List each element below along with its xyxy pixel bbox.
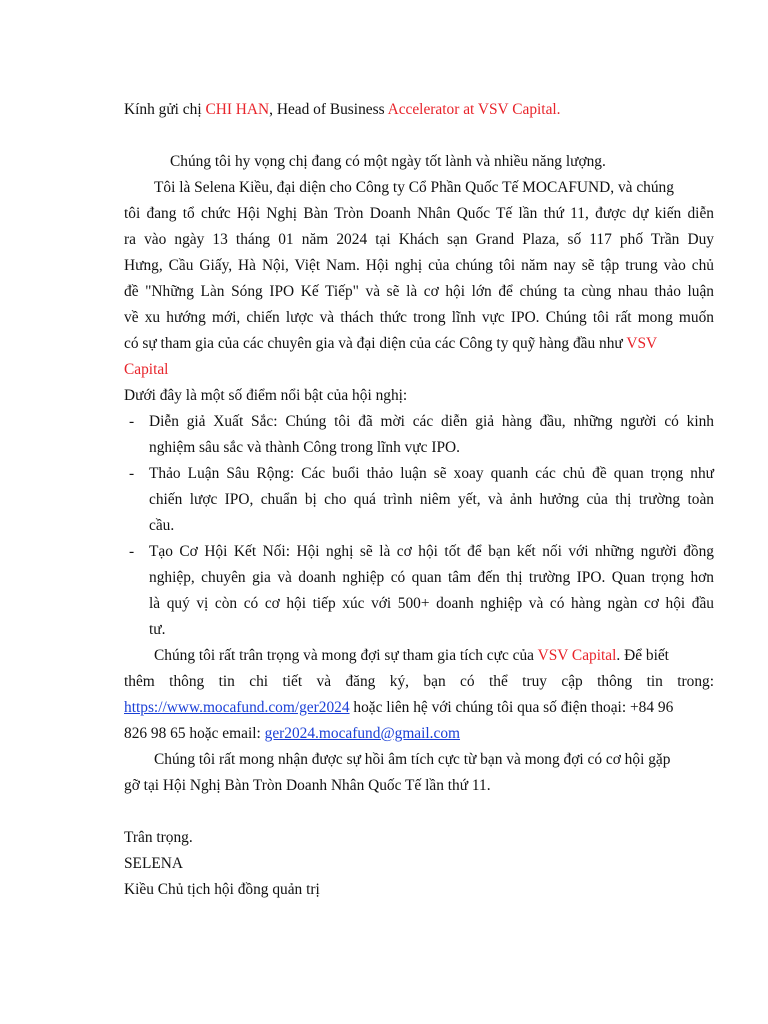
bullet-3-line-1: Tạo Cơ Hội Kết Nối: Hội nghị sẽ là cơ hội tốt để bạn kết nối với những người đồng [149, 543, 714, 560]
website-link[interactable]: https://www.mocafund.com/ger2024 [124, 699, 350, 716]
email-link[interactable]: ger2024.mocafund@gmail.com [264, 725, 461, 742]
bullet-1-line-2: nghiệm sâu sắc và thành Công trong lĩnh vực IPO. [149, 439, 460, 456]
intro-line-4: Hưng, Cầu Giấy, Hà Nội, Việt Nam. Hội nghị của chúng tôi năm nay sẽ tập trung vào chủ [124, 257, 714, 274]
signer-title: Kiều Chủ tịch hội đồng quản trị [124, 881, 320, 898]
contact-line-4 [124, 724, 460, 744]
bullet-3-line-3: là quý vị còn có cơ hội tiếp xúc với 500+ doanh nghiệp và có hàng ngàn cơ hội đầu [149, 595, 714, 612]
intro-line-1: Tôi là Selena Kiều, đại diện cho Công ty Cổ Phần Quốc Tế MOCAFUND, và chúng [154, 179, 674, 196]
intro-line-2: tôi đang tổ chức Hội Nghị Bàn Tròn Doanh Nhân Quốc Tế lần thứ 11, được dự kiến diễn [124, 205, 714, 222]
recipient-name: CHI HAN [205, 101, 270, 118]
contact-line-3 [124, 698, 673, 718]
contact-line-1-text: Chúng tôi rất trân trọng và mong đợi sự tham gia tích cực của [154, 647, 538, 664]
closing-line-2: gỡ tại Hội Nghị Bàn Tròn Doanh Nhân Quốc Tế lần thứ 11. [124, 777, 491, 794]
intro-line-3: ra vào ngày 13 tháng 01 năm 2024 tại Khách sạn Grand Plaza, số 117 phố Trần Duy [124, 231, 714, 248]
intro-line-7-text: có sự tham gia của các chuyên gia và đại diện của các Công ty quỹ hàng đầu như [124, 335, 627, 352]
intro-capital: Capital [124, 361, 169, 378]
contact-vsv-capital: VSV Capital [537, 647, 617, 664]
bullet-2-line-3: cầu. [149, 517, 175, 534]
bullet-3-line-2: nghiệp, chuyên gia và doanh nghiệp có quan tâm đến thị trường IPO. Quan trọng hơn [149, 569, 714, 586]
bullet-dash-3: - [129, 543, 135, 560]
bullet-dash-1: - [129, 413, 135, 430]
highlights-intro: Dưới đây là một số điểm nổi bật của hội nghị: [124, 387, 408, 404]
intro-line-7 [124, 334, 657, 354]
signer-name: SELENA [124, 855, 183, 872]
greeting-middle: , Head of Business [269, 101, 388, 118]
regards: Trân trọng. [124, 829, 193, 846]
contact-line-3-text: hoặc liên hệ với chúng tôi qua số điện thoại: +84 96 [349, 699, 674, 716]
contact-line-1-end: . Để biết [616, 647, 669, 664]
bullet-2-line-1: Thảo Luận Sâu Rộng: Các buổi thảo luận sẽ xoay quanh các chủ đề quan trọng như [149, 465, 714, 482]
intro-line-5: đề "Những Làn Sóng IPO Kế Tiếp" và sẽ là cơ hội lớn để chúng ta cùng nhau thảo luận [124, 283, 714, 300]
greeting-prefix: Kính gửi chị [124, 101, 206, 118]
closing-line-1: Chúng tôi rất mong nhận được sự hồi âm tích cực từ bạn và mong đợi có cơ hội gặp [154, 751, 671, 768]
recipient-company: Accelerator at VSV Capital. [387, 101, 561, 118]
bullet-dash-2: - [129, 465, 135, 482]
bullet-2-line-2: chiến lược IPO, chuẩn bị cho quá trình niêm yết, và ảnh hưởng của thị trường toàn [149, 491, 714, 508]
intro-vsv: VSV [626, 335, 658, 352]
greeting-line [124, 100, 561, 120]
contact-line-2: thêm thông tin chi tiết và đăng ký, bạn có thể truy cập thông tin trong: [124, 673, 714, 690]
contact-line-1 [154, 646, 669, 666]
bullet-1-line-1: Diễn giả Xuất Sắc: Chúng tôi đã mời các diễn giả hàng đầu, những người có kinh [149, 413, 714, 430]
contact-line-4-text: 826 98 65 hoặc email: [124, 725, 265, 742]
wish-line: Chúng tôi hy vọng chị đang có một ngày tốt lành và nhiều năng lượng. [170, 153, 606, 170]
bullet-3-line-4: tư. [149, 621, 166, 638]
intro-line-6: về xu hướng mới, chiến lược và thách thức trong lĩnh vực IPO. Chúng tôi rất mong muốn [124, 309, 714, 326]
